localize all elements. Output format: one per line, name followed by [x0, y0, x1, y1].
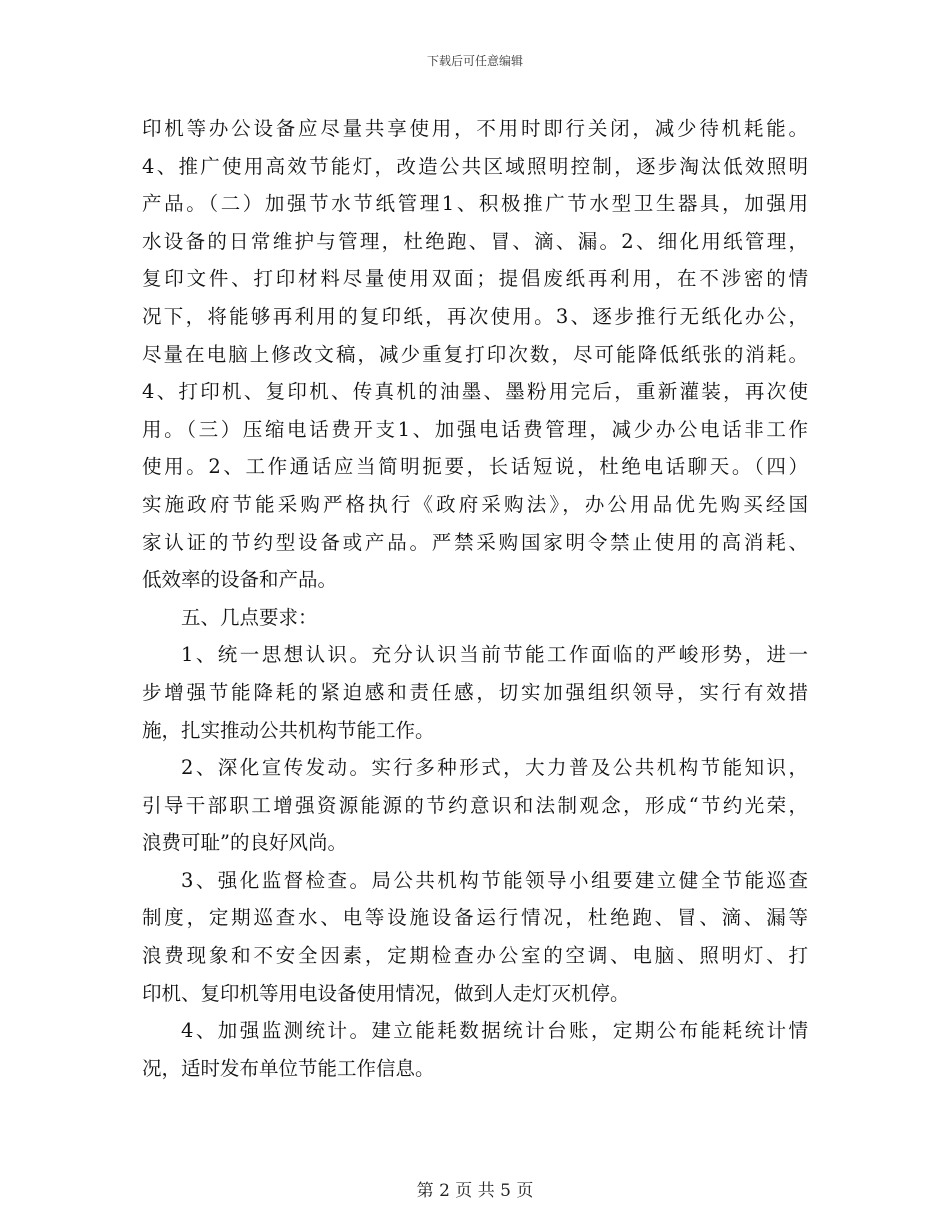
text-line: 施，扎实推动公共机构节能工作。: [142, 718, 435, 742]
text-line: 用。（三）压缩电话费开支1、加强电话费管理，减少办公电话非工作: [142, 417, 808, 441]
text-line: 使用。2、工作通话应当简明扼要，长话短说，杜绝电话聊天。（四）: [142, 455, 808, 479]
text-line: 4、加强监测统计。建立能耗数据统计台账，定期公布能耗统计情: [181, 1019, 808, 1043]
text-line: 家认证的节约型设备或产品。严禁采购国家明令禁止使用的高消耗、: [142, 530, 808, 554]
paragraph: [142, 862, 808, 1012]
paragraph: [142, 599, 808, 637]
page-header: 下载后可任意编辑: [426, 54, 523, 68]
paragraph: [142, 110, 808, 599]
text-line: 浪费可耻”的良好风尚。: [142, 831, 347, 855]
page-number-footer: 第 2 页 共 5 页: [416, 1181, 534, 1201]
text-line: 产品。（二）加强节水节纸管理1、积极推广节水型卫生器具，加强用: [142, 192, 808, 216]
text-line: 水设备的日常维护与管理，杜绝跑、冒、滴、漏。2、细化用纸管理，: [142, 229, 808, 253]
text-line: 引导干部职工增强资源能源的节约意识和法制观念，形成“节约光荣，: [142, 793, 808, 817]
paragraph: [142, 636, 808, 749]
text-line: 实施政府节能采购严格执行《政府采购法》，办公用品优先购买经国: [142, 492, 808, 516]
text-line: 尽量在电脑上修改文稿，减少重复打印次数，尽可能降低纸张的消耗。: [142, 342, 808, 366]
document-body: [142, 110, 808, 1087]
text-line: 1、统一思想认识。充分认识当前节能工作面临的严峻形势，进一: [181, 643, 808, 667]
text-line: 2、深化宣传发动。实行多种形式，大力普及公共机构节能知识，: [181, 756, 808, 780]
text-line: 制度，定期巡查水、电等设施设备运行情况，杜绝跑、冒、滴、漏等: [142, 906, 808, 930]
text-line: 复印文件、打印材料尽量使用双面；提倡废纸再利用，在不涉密的情: [142, 267, 808, 291]
text-line: 低效率的设备和产品。: [142, 568, 338, 592]
text-line: 印机、复印机等用电设备使用情况，做到人走灯灭机停。: [142, 981, 630, 1005]
text-line: 况下，将能够再利用的复印纸，再次使用。3、逐步推行无纸化办公，: [142, 304, 808, 328]
paragraph: [142, 1012, 808, 1087]
text-line: 况，适时发布单位节能工作信息。: [142, 1056, 435, 1080]
text-line: 浪费现象和不安全因素，定期检查办公室的空调、电脑、照明灯、打: [142, 944, 808, 968]
paragraph: [142, 749, 808, 862]
text-line: 步增强节能降耗的紧迫感和责任感，切实加强组织领导，实行有效措: [142, 680, 808, 704]
text-line: 4、推广使用高效节能灯，改造公共区域照明控制，逐步淘汰低效照明: [142, 154, 808, 178]
text-line: 五、几点要求：: [181, 605, 318, 629]
text-line: 4、打印机、复印机、传真机的油墨、墨粉用完后，重新灌装，再次使: [142, 380, 808, 404]
text-line: 3、强化监督检查。局公共机构节能领导小组要建立健全节能巡查: [181, 868, 808, 892]
text-line: 印机等办公设备应尽量共享使用，不用时即行关闭，减少待机耗能。: [142, 117, 808, 140]
